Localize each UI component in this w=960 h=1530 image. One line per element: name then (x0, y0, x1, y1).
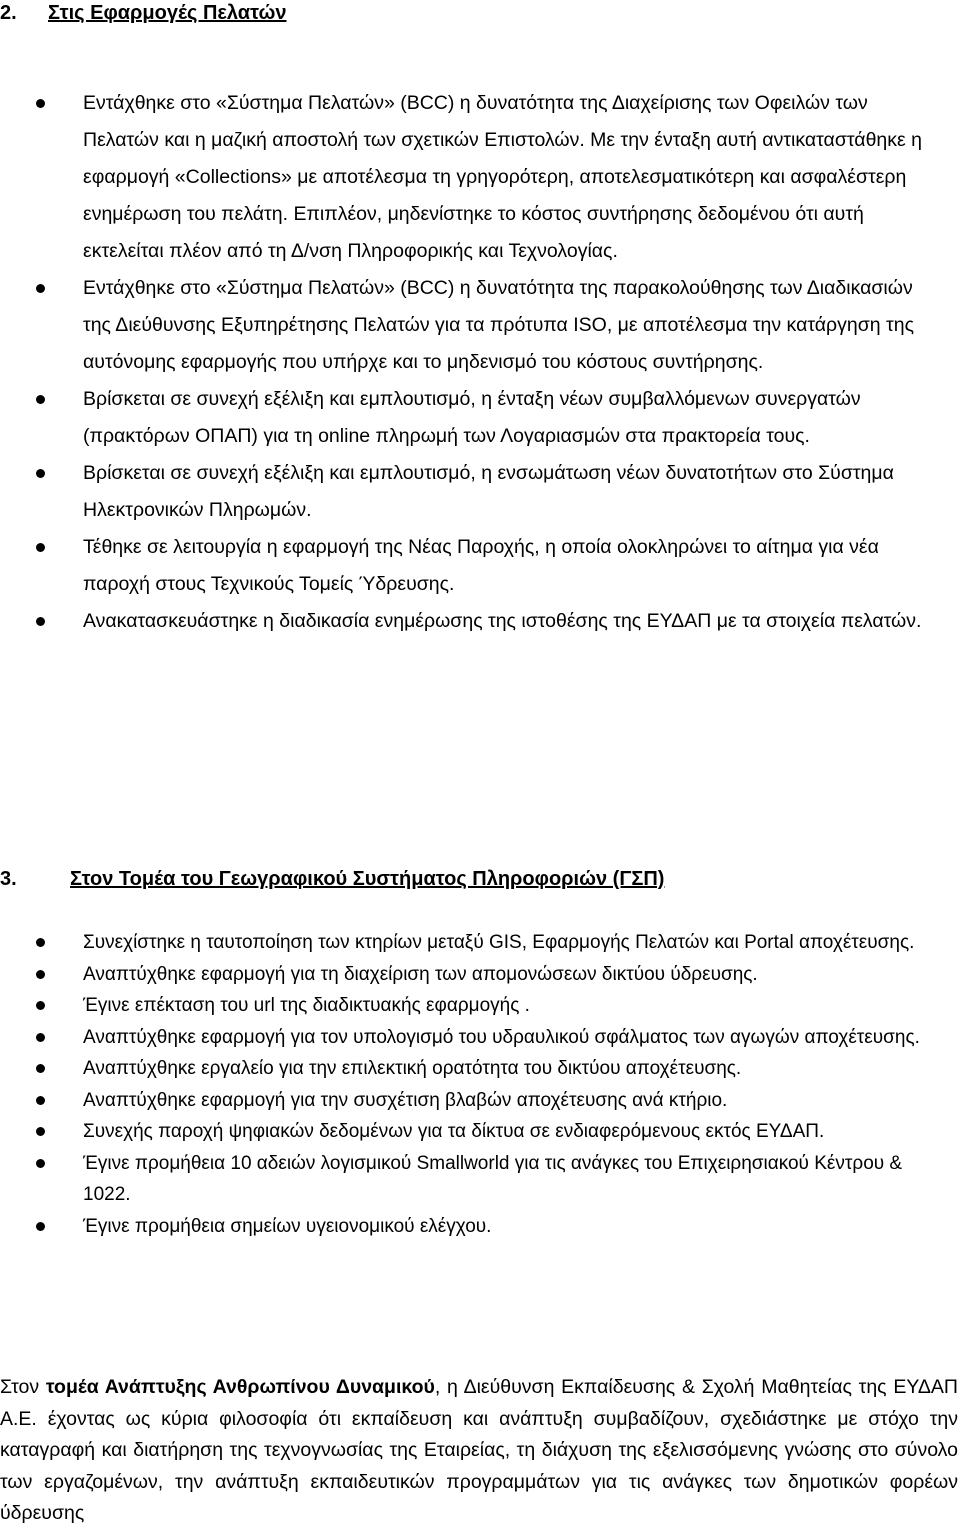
bullet-icon (36, 469, 45, 478)
list-item: Εντάχθηκε στο «Σύστημα Πελατών» (BCC) η δυνατότητα της παρακολούθησης των Διαδικασιών της Διεύθυνσης Εξυπηρέτησης Πελατών για τα πρότυπα ISO, με αποτέλεσμα την κατάργηση της αυτόνομης εφαρμογής που υπήρχε και το μηδενισμό του κόστους συντήρησης. (0, 270, 960, 381)
list-item: Συνεχής παροχή ψηφιακών δεδομένων για τα δίκτυα σε ενδιαφερόμενους εκτός ΕΥΔΑΠ. (0, 1116, 960, 1148)
bullet-icon (36, 1127, 45, 1136)
bullet-icon (36, 1096, 45, 1105)
section-3-number: 3. (0, 868, 17, 890)
bullet-icon (36, 543, 45, 552)
emphasis-text: τομέα Ανάπτυξης Ανθρωπίνου Δυναμικού (45, 1376, 435, 1398)
section-2-list (0, 85, 960, 640)
section-3-list (0, 927, 960, 1242)
bullet-icon (36, 284, 45, 293)
section-3-heading (0, 868, 664, 891)
list-item: Τέθηκε σε λειτουργία η εφαρμογή της Νέας Παροχής, η οποία ολοκληρώνει το αίτημα για νέα παροχή στους Τεχνικούς Τομείς Ύδρευσης. (0, 529, 960, 603)
bullet-icon (36, 99, 45, 108)
list-item: Αναπτύχθηκε εργαλείο για την επιλεκτική ορατότητα του δικτύου αποχέτευσης. (0, 1053, 960, 1085)
list-item: Αναπτύχθηκε εφαρμογή για τη διαχείριση των απομονώσεων δικτύου ύδρευσης. (0, 959, 960, 991)
list-item: Αναπτύχθηκε εφαρμογή για τον υπολογισμό του υδραυλικού σφάλματος των αγωγών αποχέτευσης. (0, 1022, 960, 1054)
bullet-icon (36, 395, 45, 404)
list-item: Συνεχίστηκε η ταυτοποίηση των κτηρίων μεταξύ GIS, Εφαρμογής Πελατών και Portal αποχέτευσης. (0, 927, 960, 959)
bullet-icon (36, 1064, 45, 1073)
list-item: Εντάχθηκε στο «Σύστημα Πελατών» (BCC) η δυνατότητα της Διαχείρισης των Οφειλών των Πελατών και η μαζική αποστολή των σχετικών Επιστολών. Με την ένταξη αυτή αντικαταστάθηκε η εφαρμογή «Collections» με αποτέλεσμα τη γρηγορότερη, αποτελεσματικότερη και ασφαλέστερη ενημέρωση του πελάτη. Επιπλέον, μηδενίστηκε το κόστος συντήρησης δεδομένου ότι αυτή εκτελείται πλέον από τη Δ/νση Πληροφορικής και Τεχνολογίας. (0, 85, 960, 270)
section-2-number: 2. (0, 2, 17, 24)
list-item: Έγινε επέκταση του url της διαδικτυακής εφαρμογής . (0, 990, 960, 1022)
list-item: Ανακατασκευάστηκε η διαδικασία ενημέρωσης της ιστοθέσης της ΕΥΔΑΠ με τα στοιχεία πελατών. (0, 603, 960, 640)
section-2-title: Στις Εφαρμογές Πελατών (48, 2, 287, 24)
list-item: Έγινε προμήθεια 10 αδειών λογισμικού Smallworld για τις ανάγκες του Επιχειρησιακού Κέντρου & 1022. (0, 1148, 960, 1211)
hr-development-paragraph: Στον τομέα Ανάπτυξης Ανθρωπίνου Δυναμικού, η Διεύθυνση Εκπαίδευσης & Σχολή Μαθητείας της ΕΥΔΑΠ Α.Ε. έχοντας ως κύρια φιλοσοφία ότι εκπαίδευση και ανάπτυξη συμβαδίζουν, σχεδιάστηκε με στόχο την καταγραφή και διατήρηση της τεχνογνωσίας της Εταιρείας, τη διάχυση της εξελισσόμενης γνώσης στο σύνολο των εργαζομένων, την ανάπτυξη εκπαιδευτικών προγραμμάτων για τις ανάγκες των δημοτικών φορέων ύδρευσης (0, 1376, 958, 1524)
section-2-heading (0, 2, 286, 25)
bullet-icon (36, 617, 45, 626)
section-3-title: Στον Τομέα του Γεωγραφικού Συστήματος Πληροφοριών (ΓΣΠ) (70, 868, 665, 890)
bullet-icon (36, 1033, 45, 1042)
list-item: Αναπτύχθηκε εφαρμογή για την συσχέτιση βλαβών αποχέτευσης ανά κτήριο. (0, 1085, 960, 1117)
list-item: Βρίσκεται σε συνεχή εξέλιξη και εμπλουτισμό, η ενσωμάτωση νέων δυνατοτήτων στο Σύστημα Ηλεκτρονικών Πληρωμών. (0, 455, 960, 529)
list-item: Έγινε προμήθεια σημείων υγειονομικού ελέγχου. (0, 1211, 960, 1243)
bullet-icon (36, 1222, 45, 1231)
list-item: Βρίσκεται σε συνεχή εξέλιξη και εμπλουτισμό, η ένταξη νέων συμβαλλόμενων συνεργατών (πρακτόρων ΟΠΑΠ) για τη online πληρωμή των Λογαριασμών στα πρακτορεία τους. (0, 381, 960, 455)
bullet-icon (36, 970, 45, 979)
bullet-icon (36, 1001, 45, 1010)
bullet-icon (36, 938, 45, 947)
bullet-icon (36, 1159, 45, 1168)
